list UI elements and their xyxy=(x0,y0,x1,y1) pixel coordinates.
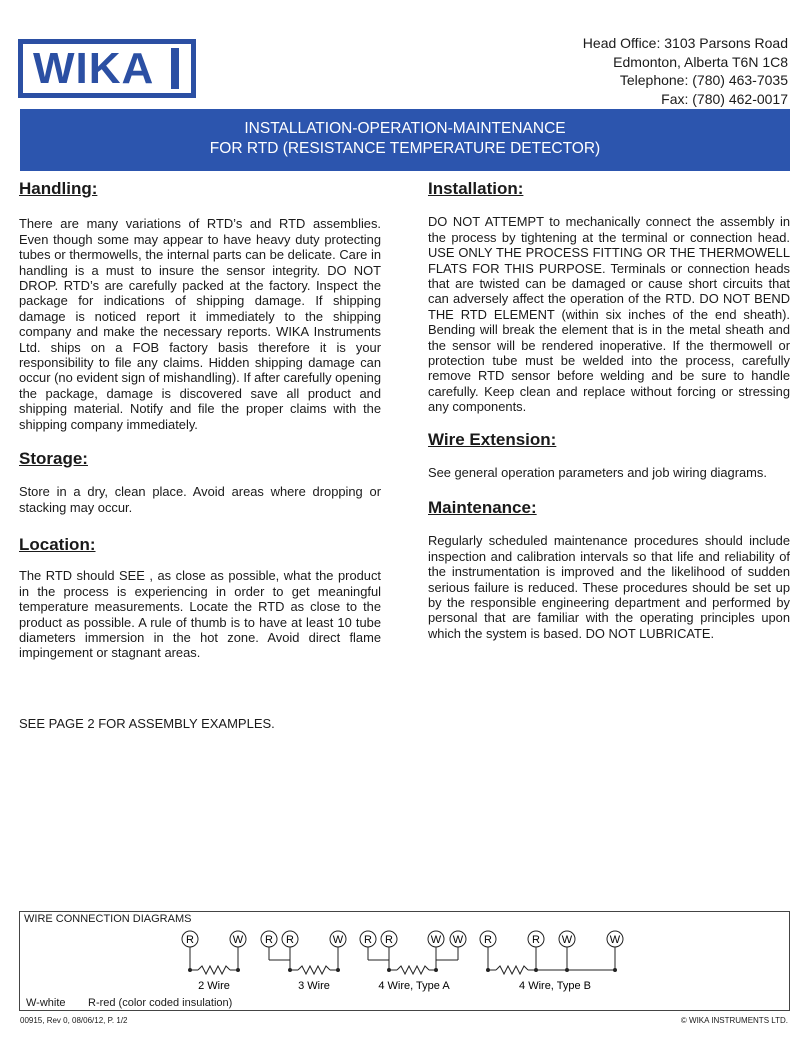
terminal-label: R xyxy=(265,934,273,946)
handling-text: There are many variations of RTD’s and RTD assemblies. Even though some may appear to have heavy duty protecting tubes or thermowells, the internal parts can be delicate. Care in handling is a must to insure the sensor integrity. DO NOT DROP. RTD’s are carefully packed at the factory. Inspect the package for indications of shipping damage. If shipping damage is noticed report it immediately to the shipping company and make the necessary reports. WIKA Instruments Ltd. ships on a FOB factory basis therefore it is your responsibility to file any claims. Hidden shipping damage can occur (no evident sign of mishandling). If after carefully opening the package, damage is discovered save all product and shipping material. Notify and file the proper claims with the shipping company immediately. xyxy=(19,216,381,432)
banner-line-2: FOR RTD (RESISTANCE TEMPERATURE DETECTOR) xyxy=(209,140,601,157)
diagram-4-wire-type-b xyxy=(480,931,623,992)
wire-extension-section xyxy=(428,432,790,481)
storage-text: Store in a dry, clean place. Avoid areas where dropping or stacking may occur. xyxy=(19,484,381,515)
terminal-label: W xyxy=(609,934,621,946)
legend-white: W-white xyxy=(26,997,66,1009)
location-text: The RTD should SEE , as close as possible, what the product in the process is experiencing in order to get meaningful temperature measurements. Locate the RTD as close to the product as possible. A rule of thumb is to have at least 10 tube diameters immersion in the hot zone. Avoid direct flame impingement or stagnant areas. xyxy=(19,568,381,661)
terminal-label: W xyxy=(232,934,244,946)
maintenance-text: Regularly scheduled maintenance procedures should include inspection and calibration intervals so that life and reliability of the instrumentation is improved and the likelihood of sudden serious failure is reduced. These procedures should be set up by the responsible engineering department and performed by personal that are familiar with the operating principles upon which the system is based. DO NOT LUBRICATE. xyxy=(428,533,790,641)
terminal-label: R xyxy=(186,934,194,946)
doc-reference: 00915, Rev 0, 08/06/12, P. 1/2 xyxy=(20,1016,128,1025)
terminal-label: R xyxy=(484,934,492,946)
wika-logo xyxy=(18,39,196,98)
installation-heading: Installation: xyxy=(428,179,524,198)
terminal-label: R xyxy=(286,934,294,946)
diagram-label: 4 Wire, Type B xyxy=(519,980,591,992)
office-line-2: Edmonton, Alberta T6N 1C8 xyxy=(613,53,788,70)
logo-bar xyxy=(171,48,179,89)
maintenance-heading: Maintenance: xyxy=(428,498,537,517)
location-section xyxy=(19,537,381,661)
office-line-3: Telephone: (780) 463-7035 xyxy=(619,72,788,88)
terminal-label: R xyxy=(385,934,393,946)
storage-section xyxy=(19,451,381,515)
wire-extension-heading: Wire Extension: xyxy=(428,430,557,449)
wire-extension-text: See general operation parameters and job wiring diagrams. xyxy=(428,465,767,481)
terminal-label: W xyxy=(561,934,573,946)
storage-heading: Storage: xyxy=(19,449,88,468)
diagram-label: 3 Wire xyxy=(298,980,330,992)
diagram-4-wire-type-a xyxy=(360,931,466,992)
terminal-label: R xyxy=(364,934,372,946)
maintenance-section xyxy=(428,500,790,641)
diagram-label: 4 Wire, Type A xyxy=(378,980,450,992)
legend-red: R-red (color coded insulation) xyxy=(88,997,233,1009)
office-line-1: Head Office: 3103 Parsons Road xyxy=(582,35,788,51)
installation-section xyxy=(428,181,790,415)
office-line-4: Fax: (780) 462-0017 xyxy=(661,90,788,107)
terminal-label: W xyxy=(430,934,442,946)
banner-line-1: INSTALLATION-OPERATION-MAINTENANCE xyxy=(244,120,566,137)
wire-diagrams-svg xyxy=(0,925,808,995)
terminal-label: W xyxy=(332,934,344,946)
copyright: © WIKA INSTRUMENTS LTD. xyxy=(680,1016,788,1025)
diagram-2-wire xyxy=(182,931,246,992)
terminal-label: W xyxy=(452,934,464,946)
diagram-3-wire xyxy=(261,931,346,992)
handling-section xyxy=(19,181,381,432)
handling-heading: Handling: xyxy=(19,179,98,198)
installation-text: DO NOT ATTEMPT to mechanically connect the assembly in the process by tightening at the terminal or connection head. USE ONLY THE PROCESS FITTING OR THE THERMOWELL FLATS FOR THIS PURPOSE. Terminals or connection heads that are twisted can be damaged or cause short circuits that can adversely affect the operation of the RTD. DO NOT BEND THE RTD ELEMENT (within six inches of the end sheath). Bending will break the element that is in the metal sheath and the sensor will be rendered inoperative. If the thermowell or protection tube must be welded into the process, carefully remove RTD sensor before welding and be sure to handle carefully. Keep clean and replace without forcing or stressing any components. xyxy=(428,214,790,415)
wire-diagram-title: WIRE CONNECTION DIAGRAMS xyxy=(24,913,192,925)
diagram-label: 2 Wire xyxy=(198,980,230,992)
office-address xyxy=(583,34,788,108)
terminal-label: R xyxy=(532,934,540,946)
logo-text: WIKA xyxy=(33,43,155,93)
title-banner xyxy=(20,109,790,171)
location-heading: Location: xyxy=(19,535,96,554)
see-page-note: SEE PAGE 2 FOR ASSEMBLY EXAMPLES. xyxy=(19,716,275,731)
